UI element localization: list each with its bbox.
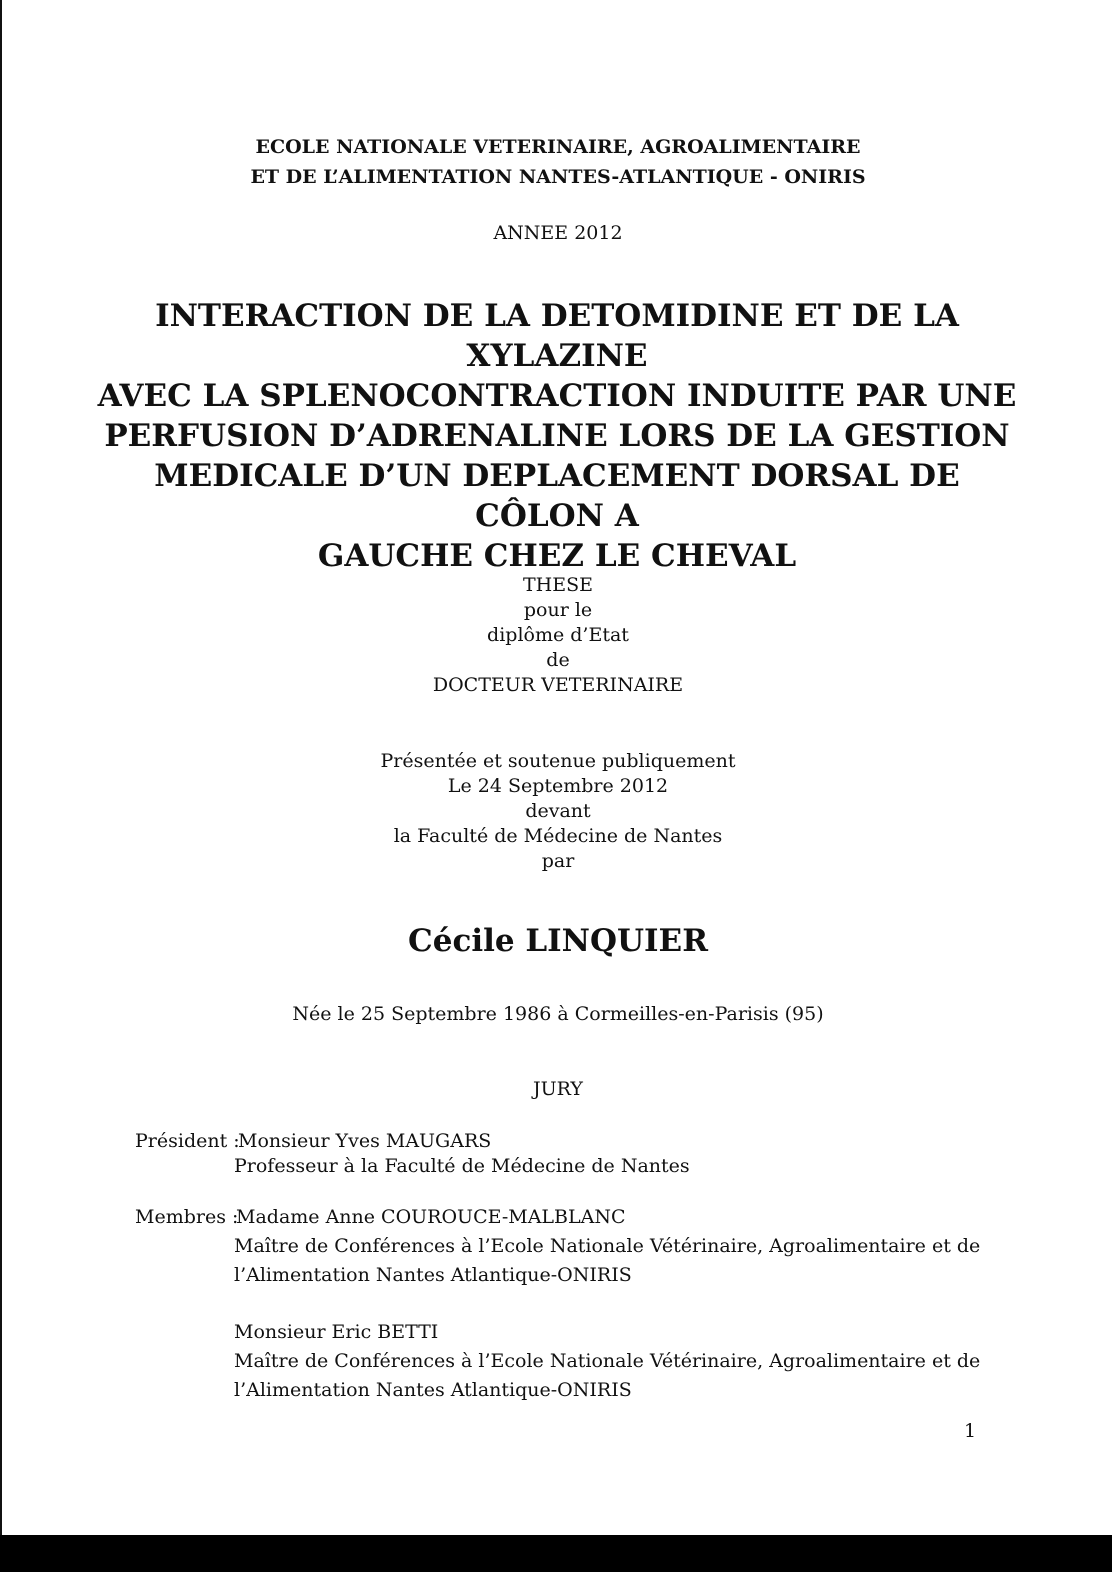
- defense-line-3: devant: [525, 800, 591, 822]
- school-name-line-1: ECOLE NATIONALE VETERINAIRE, AGROALIMENTAIRE: [255, 136, 861, 158]
- birth-info: Née le 25 Septembre 1986 à Cormeilles-en-Parisis (95): [292, 1003, 824, 1025]
- jury-heading: JURY: [533, 1078, 583, 1100]
- defense-line-5: par: [541, 850, 575, 872]
- degree-line-1: THESE: [523, 574, 593, 596]
- president-role: Président :: [135, 1130, 240, 1152]
- defense-line-4: la Faculté de Médecine de Nantes: [393, 825, 723, 847]
- degree-line-2: pour le: [523, 599, 593, 621]
- member-1-title-line-2: l’Alimentation Nantes Atlantique-ONIRIS: [234, 1264, 632, 1286]
- president-name: Monsieur Yves MAUGARS: [238, 1130, 492, 1152]
- jury-list: [2, 0, 1112, 1535]
- title-line-2: AVEC LA SPLENOCONTRACTION INDUITE PAR UNE: [97, 378, 1017, 414]
- academic-year: ANNEE 2012: [493, 222, 623, 244]
- title-line-4: MEDICALE D’UN DEPLACEMENT DORSAL DE CÔLON A: [154, 458, 960, 534]
- member-2-title-line-2: l’Alimentation Nantes Atlantique-ONIRIS: [234, 1379, 632, 1401]
- degree-line-5: DOCTEUR VETERINAIRE: [432, 674, 684, 696]
- degree-line-3: diplôme d’Etat: [487, 624, 629, 646]
- member-1-name: Madame Anne COUROUCE-MALBLANC: [236, 1206, 626, 1228]
- defense-line-2: Le 24 Septembre 2012: [447, 775, 669, 797]
- title-line-3: PERFUSION D’ADRENALINE LORS DE LA GESTION: [104, 418, 1010, 454]
- page-number: 1: [964, 1420, 977, 1442]
- president-title: Professeur à la Faculté de Médecine de Nantes: [234, 1155, 690, 1177]
- members-role: Membres :: [135, 1206, 239, 1228]
- defense-line-1: Présentée et soutenue publiquement: [380, 750, 736, 772]
- degree-line-4: de: [546, 649, 570, 671]
- school-name-line-2: ET DE L’ALIMENTATION NANTES-ATLANTIQUE - ONIRIS: [250, 166, 866, 188]
- bottom-bar: [0, 1535, 1112, 1572]
- title-line-5: GAUCHE CHEZ LE CHEVAL: [317, 538, 797, 574]
- member-1-title-line-1: Maître de Conférences à l’Ecole Nationale Vétérinaire, Agroalimentaire et de: [234, 1235, 981, 1257]
- author-name: Cécile LINQUIER: [408, 923, 708, 959]
- title-line-1: INTERACTION DE LA DETOMIDINE ET DE LA XYLAZINE: [155, 298, 959, 374]
- member-2-title-line-1: Maître de Conférences à l’Ecole Nationale Vétérinaire, Agroalimentaire et de: [234, 1350, 981, 1372]
- member-2-name: Monsieur Eric BETTI: [234, 1321, 439, 1343]
